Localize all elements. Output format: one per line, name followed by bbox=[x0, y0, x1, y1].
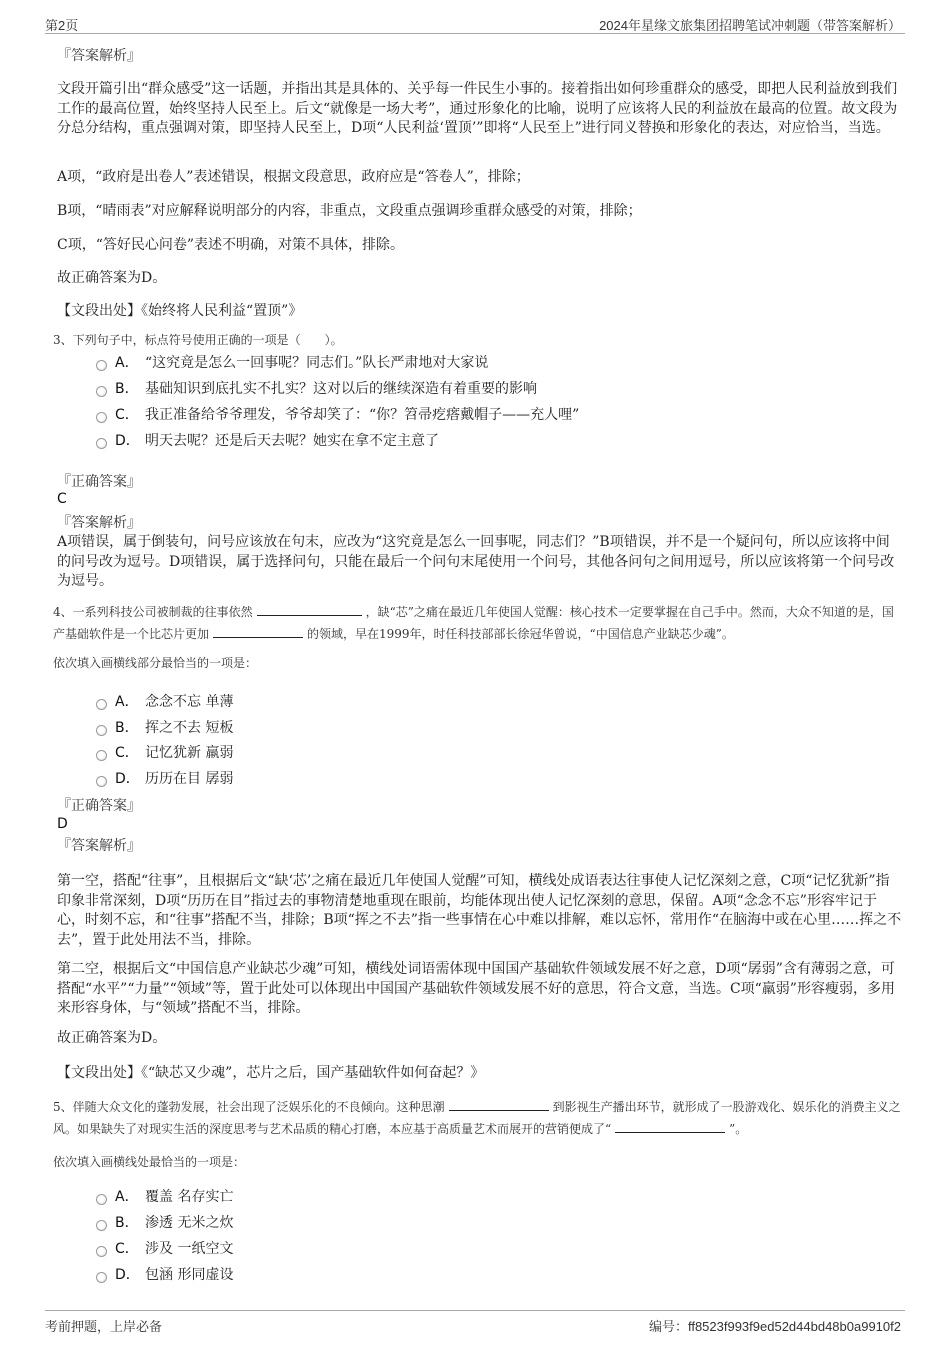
analysis-paragraph: 文段开篇引出“群众感受”这一话题，并指出其是具体的、关乎每一件民生小事的。接着指出如何珍重群众的感受，即把人民利益放到我们工作的最高位置，始终坚持人民至上。后文“就像是一场大考”，通过形象化的比喻，说明了应该将人民的利益放在最高的位置。故文段为分总分结构，重点强调对策，即坚持人民至上，D项“人民利益‘置顶’”即将“人民至上”进行同义替换和形象化的表达，对应恰当，当选。 bbox=[57, 81, 898, 136]
conclusion: 故正确答案为D。 bbox=[57, 1030, 167, 1046]
question-4-option-d[interactable]: D． 历历在目 孱弱 bbox=[96, 767, 233, 789]
analysis-label: 『答案解析』 bbox=[57, 515, 141, 531]
document-title: 2024年星缘文旅集团招聘笔试冲刺题（带答案解析） bbox=[599, 18, 901, 33]
radio-icon[interactable] bbox=[96, 438, 107, 449]
question-3-option-b[interactable]: B． 基础知识到底扎实不扎实？这对以后的继续深造有着重要的影响 bbox=[96, 377, 537, 399]
question-4-option-a[interactable]: A． 念念不忘 单薄 bbox=[96, 690, 233, 712]
correct-answer: C bbox=[57, 491, 67, 507]
question-4-option-c[interactable]: C． 记忆犹新 羸弱 bbox=[96, 741, 233, 763]
analysis-option-b: B项，“晴雨表”对应解释说明部分的内容，非重点，文段重点强调珍重群众感受的对策，排除； bbox=[57, 203, 642, 219]
question-5-option-a[interactable]: A． 覆盖 名存实亡 bbox=[96, 1185, 233, 1207]
blank-1 bbox=[257, 602, 362, 616]
radio-icon[interactable] bbox=[96, 725, 107, 736]
question-3-option-d[interactable]: D． 明天去呢？还是后天去呢？她实在拿不定主意了 bbox=[96, 429, 439, 451]
analysis-option-a: A项，“政府是出卷人”表述错误，根据文段意思，政府应是“答卷人”，排除； bbox=[57, 169, 530, 185]
question-5-option-b[interactable]: B． 渗透 无米之炊 bbox=[96, 1211, 233, 1233]
source-citation: 【文段出处】《“缺芯又少魂”，芯片之后，国产基础软件如何奋起？》 bbox=[57, 1065, 485, 1081]
correct-answer-label: 『正确答案』 bbox=[57, 798, 141, 814]
radio-icon[interactable] bbox=[96, 1194, 107, 1205]
analysis-paragraph-2: 第二空，根据后文“中国信息产业缺芯少魂”可知，横线处词语需体现中国国产基础软件领域发展不好之意，D项“孱弱”含有薄弱之意，可搭配“水平”“力量”“领域”等，置于此处可以体现出中国国产基础软件领域发展不好的意思，符合文意，当选。C项“羸弱”形容瘦弱，多用来形容身体，与“领域”搭配不当，排除。 bbox=[57, 961, 895, 1016]
correct-answer: D bbox=[57, 816, 68, 832]
page-footer bbox=[45, 1310, 905, 1334]
radio-icon[interactable] bbox=[96, 412, 107, 423]
radio-icon[interactable] bbox=[96, 750, 107, 761]
question-3-option-a[interactable]: A． “这究竟是怎么一回事呢？同志们。”队长严肃地对大家说 bbox=[96, 351, 488, 373]
radio-icon[interactable] bbox=[96, 1220, 107, 1231]
analysis-label: 『答案解析』 bbox=[57, 48, 141, 64]
question-4-stem: 4、一系列科技公司被制裁的往事依然 ，缺“芯”之痛在最近几年使国人觉醒：核心技术一定要掌握在自己手中。然而，大众不知道的是，国产基础软件是一个比芯片更加 的领域，早在1999年，时任科技部部长徐冠华曾说，“中国信息产业缺芯少魂”。 bbox=[53, 601, 903, 645]
footer-slogan: 考前押题，上岸必备 bbox=[45, 1319, 163, 1334]
analysis-option-c: C项，“答好民心问卷”表述不明确，对策不具体，排除。 bbox=[57, 237, 405, 253]
radio-icon[interactable] bbox=[96, 1246, 107, 1257]
question-4-option-b[interactable]: B． 挥之不去 短板 bbox=[96, 716, 233, 738]
analysis-paragraph-1: 第一空，搭配“往事”，且根据后文“缺‘芯’之痛在最近几年使国人觉醒”可知，横线处成语表达往事使人记忆深刻之意，C项“记忆犹新”指印象非常深刻，D项“历历在目”指过去的事物清楚地重现在眼前，均能体现出使人记忆深刻的意思，保留。A项“念念不忘”形容牢记于心，时刻不忘，和“往事”搭配不当，排除；B项“挥之不去”指一些事情在心中难以排解，难以忘怀，常用作“在脑海中或在心里……挥之不去”，置于此处用法不当，排除。 bbox=[57, 873, 902, 948]
question-5-option-d[interactable]: D． 包涵 形同虚设 bbox=[96, 1263, 233, 1285]
document-serial: 编号：ff8523f993f9ed52d44bd48b0a9910f2 bbox=[648, 1319, 901, 1334]
blank-2 bbox=[615, 1119, 725, 1133]
radio-icon[interactable] bbox=[96, 699, 107, 710]
question-3-stem: 3、下列句子中，标点符号使用正确的一项是（ ）。 bbox=[53, 333, 343, 347]
question-3-option-c[interactable]: C． 我正准备给爷爷理发，爷爷却笑了：“你？笤帚疙瘩戴帽子——充人哩” bbox=[96, 403, 579, 425]
question-5-stem: 5、伴随大众文化的蓬勃发展，社会出现了泛娱乐化的不良倾向。这种思潮 到影视生产播出环节，就形成了一股游戏化、娱乐化的消费主义之风。如果缺失了对现实生活的深度思考与艺术品质的精心打磨，本应基于高质量艺术而展开的营销便成了“ ”。 bbox=[53, 1096, 903, 1140]
source-citation: 【文段出处】《始终将人民利益“置顶”》 bbox=[57, 303, 303, 319]
analysis-paragraph: A项错误，属于倒装句，问号应该放在句末，应改为“这究竟是怎么一回事呢，同志们？”B项错误，并不是一个疑问句，所以应该将中间的问号改为逗号。D项错误，属于选择问句，只能在最后一个问句末尾使用一个问号，其他各问句之间用逗号，所以应该将第一个问号改为逗号。 bbox=[57, 534, 895, 589]
analysis-label: 『答案解析』 bbox=[57, 838, 141, 854]
radio-icon[interactable] bbox=[96, 386, 107, 397]
radio-icon[interactable] bbox=[96, 1272, 107, 1283]
page-header bbox=[45, 12, 905, 34]
conclusion: 故正确答案为D。 bbox=[57, 270, 167, 286]
correct-answer-label: 『正确答案』 bbox=[57, 474, 141, 490]
radio-icon[interactable] bbox=[96, 360, 107, 371]
radio-icon[interactable] bbox=[96, 776, 107, 787]
question-4-prompt: 依次填入画横线部分最恰当的一项是： bbox=[53, 656, 258, 670]
page-number: 第2页 bbox=[45, 18, 79, 33]
question-5-prompt: 依次填入画横线处最恰当的一项是： bbox=[53, 1155, 246, 1169]
question-5-option-c[interactable]: C． 涉及 一纸空文 bbox=[96, 1237, 233, 1259]
blank-1 bbox=[449, 1097, 549, 1111]
blank-2 bbox=[213, 624, 303, 638]
